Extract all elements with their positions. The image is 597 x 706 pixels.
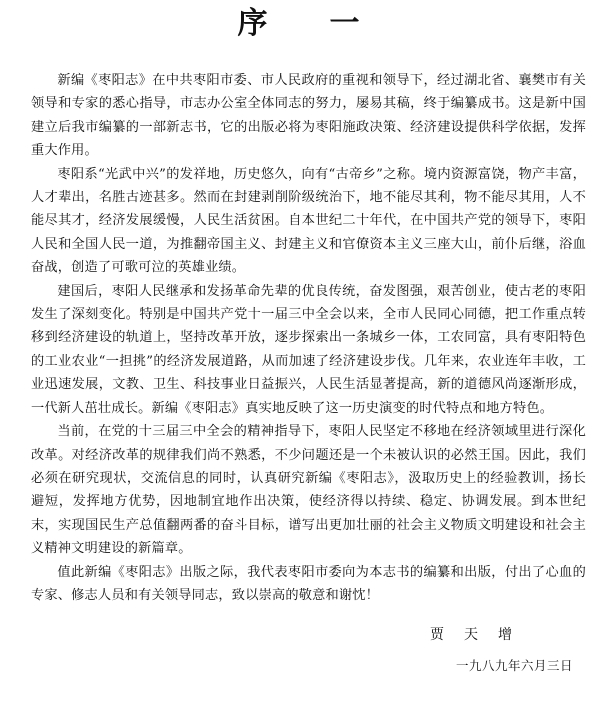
paragraph-4: 当前，在党的十三届三中全会的精神指导下，枣阳人民坚定不移地在经济领域里进行深化改革。对经济改革的规律我们尚不熟悉，不少问题还是一个未被认识的必然王国。因此，我们必须在研究现状，交流信息的同时，认真研究新编《枣阳志》，汲取历史上的经验教训，扬长避短，发挥地方优势，因地制宜地作出决策，使经济得以持续、稳定、协调发展。到本世纪末，实现国民生产总值翻两番的奋斗目标，谱写出更加壮丽的社会主义物质文明建设和社会主义精神文明建设的新篇章。 [31, 424, 586, 557]
paragraph-5: 值此新编《枣阳志》出版之际，我代表枣阳市委向为本志书的编纂和出版，付出了心血的专家、修志人员和有关领导同志，致以崇高的敬意和谢忱！ [31, 564, 586, 603]
author-signature: 贾天增 [430, 627, 532, 643]
paragraph-1: 新编《枣阳志》在中共枣阳市委、市人民政府的重视和领导下，经过湖北省、襄樊市有关领导和专家的悉心指导，市志办公室全体同志的努力，屡易其稿，终于编纂成书。这是新中国建立后我市编纂的一部新志书，它的出版必将为枣阳施政决策、经济建设提供科学依据，发挥重大作用。 [31, 73, 586, 159]
page-title: 序一 [237, 6, 422, 41]
paragraph-2: 枣阳系“光武中兴”的发祥地，历史悠久，向有“古帝乡”之称。境内资源富饶，物产丰富，人才辈出，名胜古迹甚多。然而在封建剥削阶级统治下，地不能尽其利，物不能尽其用，人不能尽其才，经济发展缓慢，人民生活贫困。自本世纪二十年代，在中国共产党的领导下，枣阳人民和全国人民一道，为推翻帝国主义、封建主义和官僚资本主义三座大山，前仆后继，浴血奋战，创造了可歌可泣的英雄业绩。 [31, 166, 586, 276]
document-body [31, 69, 586, 607]
date-line: 一九八九年六月三日 [456, 658, 574, 673]
paragraph-3: 建国后，枣阳人民继承和发扬革命先辈的优良传统，奋发图强，艰苦创业，使古老的枣阳发生了深刻变化。特别是中国共产党十一届三中全会以来，全市人民同心同德，把工作重点转移到经济建设的轨道上，坚持改革开放，逐步探索出一条城乡一体，工农同富，具有枣阳特色的工业农业“一担挑”的经济发展道路，从而加速了经济建设步伐。几年来，农业连年丰收，工业迅速发展，文教、卫生、科技事业日益振兴，人民生活显著提高，新的道德风尚逐渐形成，一代新人茁壮成长。新编《枣阳志》真实地反映了这一历史演变的时代特点和地方特色。 [31, 283, 586, 416]
